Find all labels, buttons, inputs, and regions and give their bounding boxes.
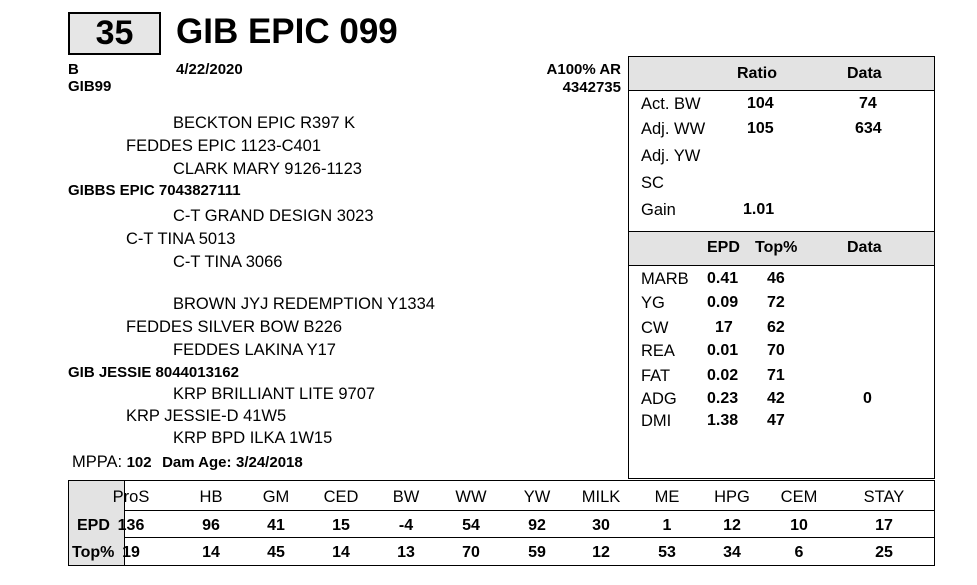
top-value-pros: 19 (122, 544, 140, 561)
sire-sire-sire: BECKTON EPIC R397 K (173, 114, 356, 132)
ratio-value-bw: 104 (747, 95, 774, 112)
carcass-label-cw: CW (641, 319, 669, 337)
carcass-top-dmi: 47 (767, 412, 785, 429)
col-header-bw: BW (392, 488, 420, 506)
epd-value-ww: 54 (462, 517, 480, 534)
mppa-value: 102 (126, 454, 152, 471)
sire-dam-dam: C-T TINA 3066 (173, 253, 283, 271)
row-divider (125, 537, 934, 538)
sire-sire-dam: CLARK MARY 9126-1123 (173, 160, 362, 178)
top-value-yw: 59 (528, 544, 546, 561)
col-header-cem: CEM (780, 488, 818, 506)
carcass-epd-fat: 0.02 (707, 367, 739, 384)
ratio-label-ww: Adj. WW (641, 120, 706, 138)
dam-age-value: 3/24/2018 (235, 454, 303, 471)
top-value-hpg: 34 (723, 544, 741, 561)
top-value-stay: 25 (875, 544, 893, 561)
epd-table (68, 480, 935, 566)
ratio-label-yw: Adj. YW (641, 147, 701, 165)
col-header-ww: WW (455, 488, 487, 506)
col-header-yw: YW (523, 488, 551, 506)
mppa-label: MPPA: (72, 453, 123, 471)
sire-sire: FEDDES EPIC 1123-C401 (126, 137, 322, 155)
lot-number: 35 (68, 12, 161, 55)
ratio-label-sc: SC (641, 174, 664, 192)
mppa-line (72, 452, 303, 472)
sex: B (68, 61, 79, 78)
top-value-cem: 6 (794, 544, 804, 561)
carcass-data-adg: 0 (863, 390, 872, 407)
ratio-value-gain: 1.01 (743, 201, 775, 218)
carcass-label-yg: YG (641, 294, 665, 312)
carcass-epd-dmi: 1.38 (707, 412, 739, 429)
col-header-stay: STAY (863, 488, 905, 506)
carcass-label-adg: ADG (641, 390, 677, 408)
sire-dam: C-T TINA 5013 (126, 230, 236, 248)
top-value-hb: 14 (202, 544, 220, 561)
epd-value-yw: 92 (528, 517, 546, 534)
top-value-ced: 14 (332, 544, 350, 561)
top-value-bw: 13 (397, 544, 415, 561)
top-value-milk: 12 (592, 544, 610, 561)
data-value-ww: 634 (855, 120, 882, 137)
registration-number: 4342735 (562, 79, 621, 96)
carcass-top-rea: 70 (767, 342, 785, 359)
ratio-value-ww: 105 (747, 120, 774, 137)
carcass-label-fat: FAT (641, 367, 671, 385)
dam-sire-dam: FEDDES LAKINA Y17 (173, 341, 336, 359)
col-header-me: ME (654, 488, 680, 506)
carcass-label-dmi: DMI (641, 412, 672, 430)
carcass-label-marb: MARB (641, 270, 689, 288)
carcass-top-fat: 71 (767, 367, 785, 384)
top-header: Top% (755, 239, 798, 256)
dam-dam-dam: KRP BPD ILKA 1W15 (173, 429, 333, 447)
dam-sire-sire: BROWN JYJ REDEMPTION Y1334 (173, 295, 435, 313)
ratio-label-gain: Gain (641, 201, 676, 219)
ratio-data-header: Data (847, 65, 882, 82)
birth-date: 4/22/2020 (176, 61, 243, 78)
carcass-top-marb: 46 (767, 270, 785, 287)
epd-value-bw: -4 (398, 517, 414, 534)
carcass-epd-cw: 17 (715, 319, 733, 336)
ratio-header-band (629, 57, 934, 91)
top-value-gm: 45 (267, 544, 285, 561)
carcass-top-cw: 62 (767, 319, 785, 336)
dam-sire: FEDDES SILVER BOW B226 (126, 318, 343, 336)
carcass-epd-marb: 0.41 (707, 270, 739, 287)
top-value-me: 53 (658, 544, 676, 561)
tattoo: GIB99 (68, 78, 112, 95)
carcass-data-header: Data (847, 239, 882, 256)
dam-dam-sire: KRP BRILLIANT LITE 9707 (173, 385, 376, 403)
ratio-label-bw: Act. BW (641, 95, 701, 113)
top-value-ww: 70 (462, 544, 480, 561)
dam-dam: KRP JESSIE-D 41W5 (126, 407, 287, 425)
animal-name: GIB EPIC 099 (176, 12, 398, 51)
header-divider (125, 510, 934, 511)
col-header-milk: MILK (581, 488, 621, 506)
dam-age-label: Dam Age: (162, 454, 232, 471)
epd-row-label: EPD (77, 517, 110, 534)
sire: GIBBS EPIC 7043827111 (68, 182, 241, 199)
epd-value-me: 1 (662, 517, 672, 534)
epd-value-milk: 30 (592, 517, 610, 534)
col-header-hb: HB (199, 488, 223, 506)
col-header-pros: ProS (112, 488, 150, 506)
epd-value-gm: 41 (267, 517, 285, 534)
carcass-top-yg: 72 (767, 294, 785, 311)
carcass-top-adg: 42 (767, 390, 785, 407)
data-value-bw: 74 (859, 95, 877, 112)
epd-header: EPD (707, 239, 740, 256)
carcass-epd-adg: 0.23 (707, 390, 739, 407)
epd-value-pros: 136 (117, 517, 145, 534)
sire-dam-sire: C-T GRAND DESIGN 3023 (173, 207, 374, 225)
registration-type: A100% AR (546, 61, 621, 78)
performance-panel (628, 56, 935, 479)
carcass-epd-rea: 0.01 (707, 342, 739, 359)
carcass-epd-yg: 0.09 (707, 294, 739, 311)
col-header-hpg: HPG (714, 488, 750, 506)
epd-value-cem: 10 (790, 517, 808, 534)
epd-value-ced: 15 (332, 517, 350, 534)
col-header-ced: CED (323, 488, 359, 506)
dam: GIB JESSIE 8044013162 (68, 364, 239, 381)
col-header-gm: GM (262, 488, 290, 506)
carcass-label-rea: REA (641, 342, 675, 360)
epd-value-hpg: 12 (723, 517, 741, 534)
epd-value-hb: 96 (202, 517, 220, 534)
ratio-header: Ratio (737, 65, 777, 82)
top-row-label: Top% (72, 544, 115, 561)
epd-value-stay: 17 (875, 517, 893, 534)
